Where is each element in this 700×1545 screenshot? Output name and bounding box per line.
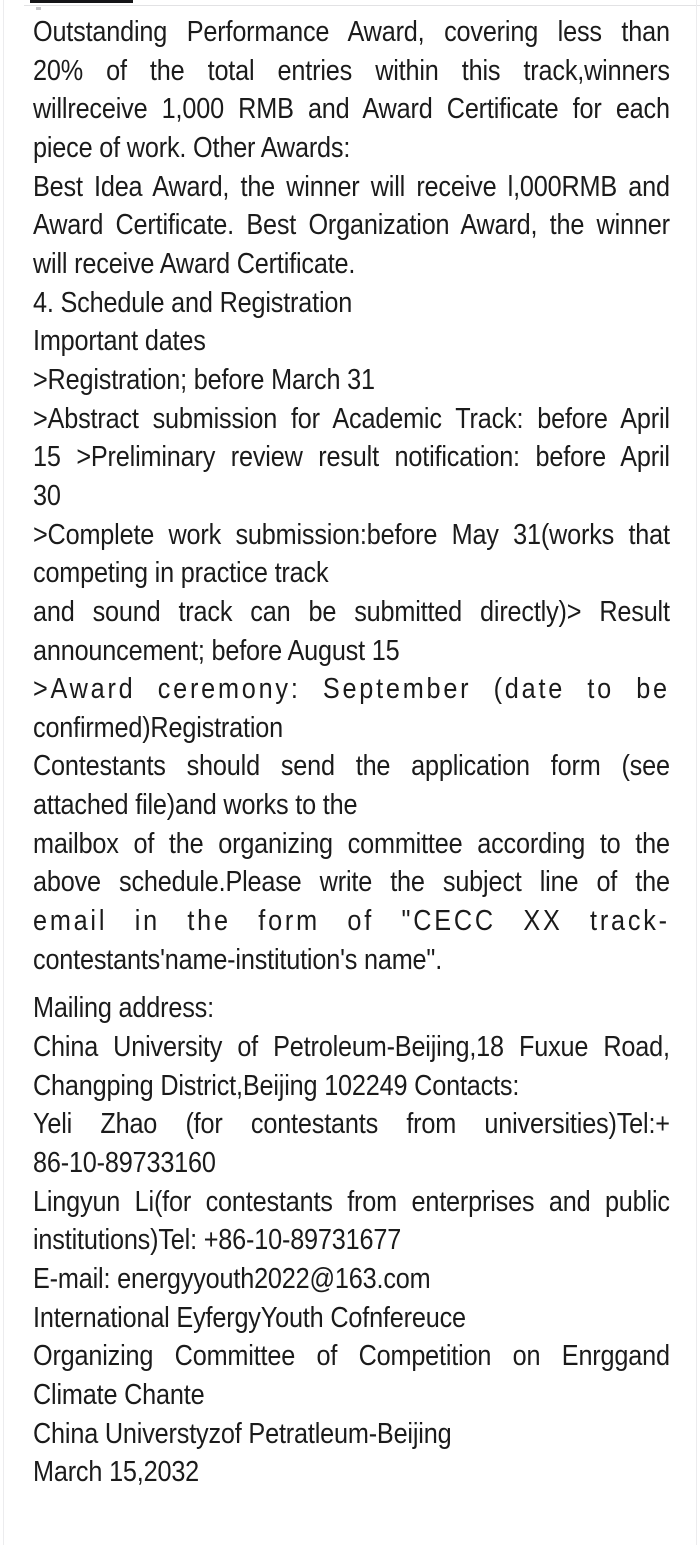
text-line: 30 — [33, 479, 61, 512]
text-line: announcement; before August 15 — [33, 634, 400, 667]
text-line: mailbox of the organizing committee according to the — [33, 827, 670, 860]
text-line: competing in practice track — [33, 557, 329, 590]
text-line: >Award ceremony: September (date to be — [33, 673, 670, 706]
text-line: China Universtyzof Petratleum-Beijing — [33, 1417, 452, 1450]
text-line: and sound track can be submitted directly)> Result — [33, 595, 670, 628]
text-line: 4. Schedule and Registration — [33, 286, 353, 319]
text-line: China University of Petroleum-Beijing,18 Fuxue Road, — [33, 1031, 670, 1064]
text-line: above schedule.Please write the subject line of the — [33, 866, 670, 899]
text-line: Yeli Zhao (for contestants from universities)Tel:+ — [33, 1108, 670, 1141]
text-line: >Abstract submission for Academic Track: before April — [33, 402, 670, 435]
text-line: 15 >Preliminary review result notification: before April — [33, 441, 670, 474]
text-line: 86-10-89733160 — [33, 1147, 216, 1180]
text-line: Lingyun Li(for contestants from enterprises and public — [33, 1185, 670, 1218]
text-line: Best Idea Award, the winner will receive l,000RMB and — [33, 170, 670, 203]
text-line: March 15,2032 — [33, 1456, 200, 1489]
text-line: Contestants should send the application form (see — [33, 750, 670, 783]
text-line: >Complete work submission:before May 31(works that — [33, 518, 670, 551]
text-line: Outstanding Performance Award, covering less than — [33, 16, 670, 48]
text-line: contestants'name-institution's name". — [33, 943, 443, 976]
text-line: Important dates — [33, 325, 206, 358]
text-line: email in the form of "CECC XX track- — [33, 905, 670, 938]
text-line: Changping District,Beijing 102249 Contacts: — [33, 1069, 520, 1102]
text-line: will receive Award Certificate. — [33, 247, 356, 280]
text-line: piece of work. Other Awards: — [33, 131, 351, 164]
text-line: attached file)and works to the — [33, 789, 358, 822]
page-right-border — [696, 0, 697, 1545]
artifact-speck — [36, 7, 41, 10]
text-line: confirmed)Registration — [33, 711, 283, 744]
document-text — [33, 13, 670, 1492]
text-line: institutions)Tel: +86-10-89731677 — [33, 1224, 402, 1257]
text-line: International EyfergyYouth Cofnfereuce — [33, 1301, 466, 1334]
text-line: Organizing Committee of Competition on Enrggand — [33, 1340, 670, 1373]
top-edge-fragment — [30, 0, 133, 3]
text-line: Award Certificate. Best Organization Award, the winner — [33, 209, 670, 242]
text-line: willreceive 1,000 RMB and Award Certificate for each — [33, 93, 670, 126]
text-line: 20% of the total entries within this track,winners — [33, 54, 670, 87]
text-line: E-mail: energyyouth2022@163.com — [33, 1263, 431, 1295]
text-line: Mailing address: — [33, 992, 214, 1025]
text-line: >Registration; before March 31 — [33, 363, 375, 396]
page-left-border — [3, 0, 4, 1545]
page-top-border — [24, 5, 700, 6]
text-line: Climate Chante — [33, 1378, 205, 1411]
